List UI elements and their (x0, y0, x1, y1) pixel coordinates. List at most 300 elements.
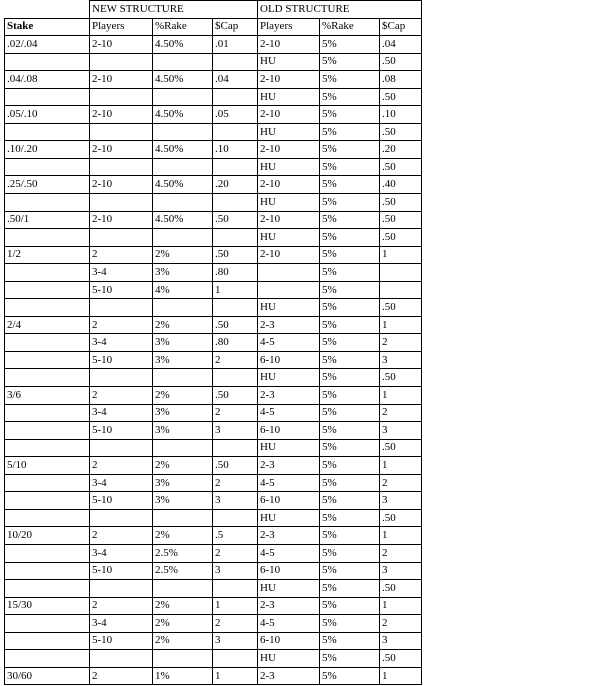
new-players-cell: 5-10 (90, 422, 153, 440)
old-cap-column-header: $Cap (380, 18, 422, 36)
stake-cell (5, 334, 90, 352)
new-players-column-header: Players (90, 18, 153, 36)
old-rake-column-header: %Rake (320, 18, 380, 36)
old-rake-cell: 5% (320, 527, 380, 545)
new-cap-cell: .20 (213, 176, 258, 194)
new-rake-cell (153, 580, 213, 598)
old-rake-cell: 5% (320, 474, 380, 492)
new-cap-cell: .50 (213, 457, 258, 475)
new-rake-cell: 4% (153, 281, 213, 299)
table-row (5, 176, 422, 194)
old-cap-cell: 1 (380, 667, 422, 685)
new-cap-cell: .01 (213, 36, 258, 54)
stake-cell: 15/30 (5, 597, 90, 615)
table-row (5, 53, 422, 71)
new-players-cell (90, 123, 153, 141)
new-rake-cell: 3% (153, 404, 213, 422)
old-cap-cell: 2 (380, 544, 422, 562)
old-rake-cell: 5% (320, 316, 380, 334)
old-players-cell: 6-10 (258, 562, 320, 580)
old-cap-cell: .20 (380, 141, 422, 159)
new-rake-cell (153, 650, 213, 668)
old-cap-cell: .50 (380, 229, 422, 247)
new-rake-cell: 2% (153, 597, 213, 615)
old-rake-cell: 5% (320, 88, 380, 106)
old-rake-cell: 5% (320, 36, 380, 54)
old-rake-cell: 5% (320, 334, 380, 352)
old-rake-cell: 5% (320, 439, 380, 457)
old-cap-cell: 3 (380, 422, 422, 440)
stake-cell: 10/20 (5, 527, 90, 545)
old-rake-cell: 5% (320, 123, 380, 141)
old-players-cell: 2-10 (258, 106, 320, 124)
old-cap-cell: .10 (380, 106, 422, 124)
new-players-cell: 2 (90, 527, 153, 545)
old-cap-cell: .50 (380, 509, 422, 527)
old-players-cell: 4-5 (258, 474, 320, 492)
stake-cell (5, 509, 90, 527)
new-cap-cell: 3 (213, 492, 258, 510)
new-cap-cell: 1 (213, 667, 258, 685)
old-players-cell: HU (258, 650, 320, 668)
old-rake-cell: 5% (320, 106, 380, 124)
rake-structure-table (4, 0, 422, 685)
old-rake-cell: 5% (320, 580, 380, 598)
new-players-cell: 3-4 (90, 404, 153, 422)
new-players-cell (90, 53, 153, 71)
table-row (5, 527, 422, 545)
new-rake-cell: 4.50% (153, 71, 213, 89)
table-row (5, 632, 422, 650)
new-cap-cell: .80 (213, 264, 258, 282)
old-players-cell: 6-10 (258, 632, 320, 650)
new-cap-cell: .50 (213, 387, 258, 405)
stake-column-header: Stake (5, 18, 90, 36)
new-rake-cell: 3% (153, 334, 213, 352)
stake-cell (5, 404, 90, 422)
old-players-cell: HU (258, 123, 320, 141)
new-cap-cell: 2 (213, 544, 258, 562)
old-players-cell: 2-3 (258, 457, 320, 475)
blank-corner-cell (5, 1, 90, 19)
new-rake-cell (153, 194, 213, 212)
old-rake-cell: 5% (320, 650, 380, 668)
old-rake-cell: 5% (320, 299, 380, 317)
old-players-cell: 4-5 (258, 404, 320, 422)
old-cap-cell: 1 (380, 597, 422, 615)
new-cap-cell: 3 (213, 422, 258, 440)
old-rake-cell: 5% (320, 544, 380, 562)
column-header-row (5, 18, 422, 36)
new-rake-cell: 1% (153, 667, 213, 685)
stake-cell (5, 194, 90, 212)
table-row (5, 580, 422, 598)
table-row (5, 264, 422, 282)
stake-cell: 3/6 (5, 387, 90, 405)
new-rake-cell: 3% (153, 492, 213, 510)
old-rake-cell: 5% (320, 246, 380, 264)
new-cap-column-header: $Cap (213, 18, 258, 36)
table-row (5, 211, 422, 229)
new-rake-cell: 2% (153, 457, 213, 475)
new-rake-cell: 2% (153, 615, 213, 633)
new-players-cell (90, 580, 153, 598)
stake-cell (5, 474, 90, 492)
new-players-cell: 3-4 (90, 544, 153, 562)
old-cap-cell: .50 (380, 88, 422, 106)
old-rake-cell: 5% (320, 632, 380, 650)
stake-cell (5, 123, 90, 141)
stake-cell (5, 439, 90, 457)
old-rake-cell: 5% (320, 194, 380, 212)
new-players-cell (90, 439, 153, 457)
new-players-cell: 3-4 (90, 264, 153, 282)
new-cap-cell (213, 123, 258, 141)
old-players-cell: 4-5 (258, 544, 320, 562)
stake-cell (5, 158, 90, 176)
old-rake-cell: 5% (320, 404, 380, 422)
table-row (5, 281, 422, 299)
new-cap-cell: 1 (213, 597, 258, 615)
old-cap-cell: .50 (380, 369, 422, 387)
stake-cell (5, 53, 90, 71)
new-cap-cell: 2 (213, 615, 258, 633)
new-cap-cell (213, 439, 258, 457)
table-row (5, 544, 422, 562)
old-players-cell (258, 281, 320, 299)
new-players-cell: 3-4 (90, 615, 153, 633)
new-players-cell (90, 299, 153, 317)
old-cap-cell (380, 264, 422, 282)
new-rake-column-header: %Rake (153, 18, 213, 36)
old-players-cell: HU (258, 229, 320, 247)
new-players-cell: 2 (90, 387, 153, 405)
old-cap-cell: 1 (380, 527, 422, 545)
old-cap-cell: 3 (380, 351, 422, 369)
new-rake-cell (153, 158, 213, 176)
new-players-cell: 5-10 (90, 351, 153, 369)
old-players-cell: 6-10 (258, 492, 320, 510)
new-rake-cell: 4.50% (153, 106, 213, 124)
new-rake-cell: 4.50% (153, 36, 213, 54)
old-players-cell: 6-10 (258, 351, 320, 369)
new-rake-cell: 2% (153, 316, 213, 334)
stake-cell (5, 88, 90, 106)
old-rake-cell: 5% (320, 615, 380, 633)
table-row (5, 457, 422, 475)
old-rake-cell: 5% (320, 351, 380, 369)
table-row (5, 597, 422, 615)
stake-cell (5, 562, 90, 580)
table-row (5, 194, 422, 212)
new-cap-cell (213, 299, 258, 317)
table-row (5, 387, 422, 405)
old-rake-cell: 5% (320, 281, 380, 299)
old-cap-cell: 2 (380, 615, 422, 633)
new-players-cell: 5-10 (90, 281, 153, 299)
new-players-cell: 3-4 (90, 474, 153, 492)
stake-cell: .50/1 (5, 211, 90, 229)
old-rake-cell: 5% (320, 387, 380, 405)
old-rake-cell: 5% (320, 141, 380, 159)
new-players-cell (90, 369, 153, 387)
old-players-cell: 6-10 (258, 422, 320, 440)
table-row (5, 509, 422, 527)
table-row (5, 422, 422, 440)
table-row (5, 299, 422, 317)
old-cap-cell: .08 (380, 71, 422, 89)
table-row (5, 229, 422, 247)
old-cap-cell: 3 (380, 562, 422, 580)
new-rake-cell: 3% (153, 422, 213, 440)
stake-cell: 1/2 (5, 246, 90, 264)
table-row (5, 71, 422, 89)
old-players-cell: 4-5 (258, 615, 320, 633)
new-cap-cell: .04 (213, 71, 258, 89)
old-structure-header: OLD STRUCTURE (258, 1, 422, 19)
old-players-column-header: Players (258, 18, 320, 36)
old-cap-cell: 3 (380, 632, 422, 650)
stake-cell (5, 281, 90, 299)
stake-cell: 5/10 (5, 457, 90, 475)
new-rake-cell (153, 369, 213, 387)
table-row (5, 246, 422, 264)
old-cap-cell: 1 (380, 316, 422, 334)
old-rake-cell: 5% (320, 562, 380, 580)
stake-cell (5, 650, 90, 668)
old-players-cell: HU (258, 369, 320, 387)
old-players-cell: 4-5 (258, 334, 320, 352)
stake-cell (5, 229, 90, 247)
stake-cell: 2/4 (5, 316, 90, 334)
old-cap-cell: .50 (380, 650, 422, 668)
new-rake-cell: 2% (153, 246, 213, 264)
new-rake-cell (153, 439, 213, 457)
new-rake-cell: 2% (153, 632, 213, 650)
old-cap-cell: .50 (380, 211, 422, 229)
old-players-cell (258, 264, 320, 282)
old-rake-cell: 5% (320, 667, 380, 685)
stake-cell (5, 422, 90, 440)
new-players-cell (90, 158, 153, 176)
new-rake-cell: 2.5% (153, 562, 213, 580)
stake-cell (5, 615, 90, 633)
new-rake-cell (153, 123, 213, 141)
new-cap-cell: .5 (213, 527, 258, 545)
new-cap-cell: 3 (213, 562, 258, 580)
new-cap-cell: .50 (213, 246, 258, 264)
old-cap-cell: .40 (380, 176, 422, 194)
old-players-cell: HU (258, 194, 320, 212)
table-row (5, 106, 422, 124)
new-rake-cell: 4.50% (153, 141, 213, 159)
old-cap-cell: .50 (380, 439, 422, 457)
old-players-cell: 2-10 (258, 36, 320, 54)
new-players-cell: 5-10 (90, 562, 153, 580)
new-players-cell: 2-10 (90, 71, 153, 89)
old-players-cell: HU (258, 158, 320, 176)
old-cap-cell: .50 (380, 158, 422, 176)
old-cap-cell: 1 (380, 457, 422, 475)
stake-cell: 30/60 (5, 667, 90, 685)
table-row (5, 141, 422, 159)
new-cap-cell: .80 (213, 334, 258, 352)
old-rake-cell: 5% (320, 457, 380, 475)
old-rake-cell: 5% (320, 597, 380, 615)
new-players-cell (90, 509, 153, 527)
old-cap-cell: 1 (380, 387, 422, 405)
old-rake-cell: 5% (320, 211, 380, 229)
old-cap-cell: 1 (380, 246, 422, 264)
stake-cell (5, 544, 90, 562)
new-cap-cell (213, 650, 258, 668)
table-body (5, 36, 422, 685)
new-players-cell: 2-10 (90, 211, 153, 229)
old-rake-cell: 5% (320, 176, 380, 194)
stake-cell: .05/.10 (5, 106, 90, 124)
old-players-cell: HU (258, 509, 320, 527)
old-players-cell: HU (258, 299, 320, 317)
new-players-cell: 2-10 (90, 106, 153, 124)
table-row (5, 123, 422, 141)
old-players-cell: 2-10 (258, 176, 320, 194)
new-cap-cell: .10 (213, 141, 258, 159)
table-row (5, 36, 422, 54)
old-players-cell: HU (258, 439, 320, 457)
old-cap-cell: .50 (380, 194, 422, 212)
stake-cell (5, 299, 90, 317)
new-cap-cell: 2 (213, 404, 258, 422)
old-cap-cell (380, 281, 422, 299)
table-row (5, 158, 422, 176)
new-cap-cell: .50 (213, 316, 258, 334)
old-players-cell: 2-10 (258, 71, 320, 89)
old-players-cell: HU (258, 580, 320, 598)
new-players-cell: 2-10 (90, 36, 153, 54)
old-players-cell: 2-3 (258, 667, 320, 685)
new-cap-cell (213, 229, 258, 247)
new-cap-cell: 2 (213, 474, 258, 492)
new-rake-cell: 4.50% (153, 211, 213, 229)
new-cap-cell: 1 (213, 281, 258, 299)
table-row (5, 369, 422, 387)
new-rake-cell: 2.5% (153, 544, 213, 562)
stake-cell (5, 580, 90, 598)
stake-cell: .10/.20 (5, 141, 90, 159)
old-players-cell: 2-3 (258, 316, 320, 334)
new-rake-cell: 2% (153, 527, 213, 545)
new-cap-cell: .05 (213, 106, 258, 124)
new-rake-cell: 4.50% (153, 176, 213, 194)
new-players-cell: 3-4 (90, 334, 153, 352)
new-rake-cell (153, 229, 213, 247)
table-row (5, 562, 422, 580)
old-players-cell: 2-3 (258, 387, 320, 405)
old-rake-cell: 5% (320, 158, 380, 176)
old-rake-cell: 5% (320, 71, 380, 89)
stake-cell (5, 369, 90, 387)
new-players-cell: 2-10 (90, 176, 153, 194)
old-players-cell: 2-10 (258, 141, 320, 159)
old-players-cell: 2-3 (258, 597, 320, 615)
new-cap-cell: 2 (213, 351, 258, 369)
old-rake-cell: 5% (320, 369, 380, 387)
table-row (5, 650, 422, 668)
old-rake-cell: 5% (320, 509, 380, 527)
old-players-cell: 2-10 (258, 246, 320, 264)
new-players-cell (90, 650, 153, 668)
new-players-cell: 2 (90, 316, 153, 334)
new-players-cell: 2 (90, 667, 153, 685)
stake-cell (5, 632, 90, 650)
new-players-cell: 5-10 (90, 632, 153, 650)
new-rake-cell: 3% (153, 264, 213, 282)
new-players-cell: 5-10 (90, 492, 153, 510)
stake-cell: .04/.08 (5, 71, 90, 89)
stake-cell (5, 492, 90, 510)
old-cap-cell: .50 (380, 580, 422, 598)
old-cap-cell: .50 (380, 123, 422, 141)
old-rake-cell: 5% (320, 422, 380, 440)
table-row (5, 667, 422, 685)
table-row (5, 439, 422, 457)
group-header-row (5, 1, 422, 19)
new-players-cell: 2 (90, 457, 153, 475)
old-players-cell: HU (258, 53, 320, 71)
old-players-cell: 2-3 (258, 527, 320, 545)
new-rake-cell (153, 299, 213, 317)
old-cap-cell: 2 (380, 404, 422, 422)
new-cap-cell (213, 580, 258, 598)
new-cap-cell (213, 88, 258, 106)
old-cap-cell: .04 (380, 36, 422, 54)
old-cap-cell: .50 (380, 53, 422, 71)
old-players-cell: HU (258, 88, 320, 106)
stake-cell: .02/.04 (5, 36, 90, 54)
new-cap-cell (213, 369, 258, 387)
new-rake-cell (153, 53, 213, 71)
stake-cell (5, 351, 90, 369)
table-row (5, 404, 422, 422)
new-players-cell (90, 194, 153, 212)
old-rake-cell: 5% (320, 264, 380, 282)
new-cap-cell (213, 509, 258, 527)
new-rake-cell: 3% (153, 351, 213, 369)
old-rake-cell: 5% (320, 53, 380, 71)
table-row (5, 334, 422, 352)
new-cap-cell: 3 (213, 632, 258, 650)
new-cap-cell (213, 158, 258, 176)
new-structure-header: NEW STRUCTURE (90, 1, 258, 19)
new-players-cell: 2 (90, 246, 153, 264)
new-rake-cell: 2% (153, 387, 213, 405)
new-cap-cell (213, 53, 258, 71)
old-rake-cell: 5% (320, 229, 380, 247)
new-rake-cell: 3% (153, 474, 213, 492)
new-players-cell (90, 88, 153, 106)
old-cap-cell: 2 (380, 474, 422, 492)
new-players-cell: 2 (90, 597, 153, 615)
old-rake-cell: 5% (320, 492, 380, 510)
table-row (5, 474, 422, 492)
stake-cell (5, 264, 90, 282)
old-cap-cell: 2 (380, 334, 422, 352)
new-cap-cell (213, 194, 258, 212)
new-players-cell (90, 229, 153, 247)
new-players-cell: 2-10 (90, 141, 153, 159)
table-row (5, 615, 422, 633)
table-row (5, 316, 422, 334)
